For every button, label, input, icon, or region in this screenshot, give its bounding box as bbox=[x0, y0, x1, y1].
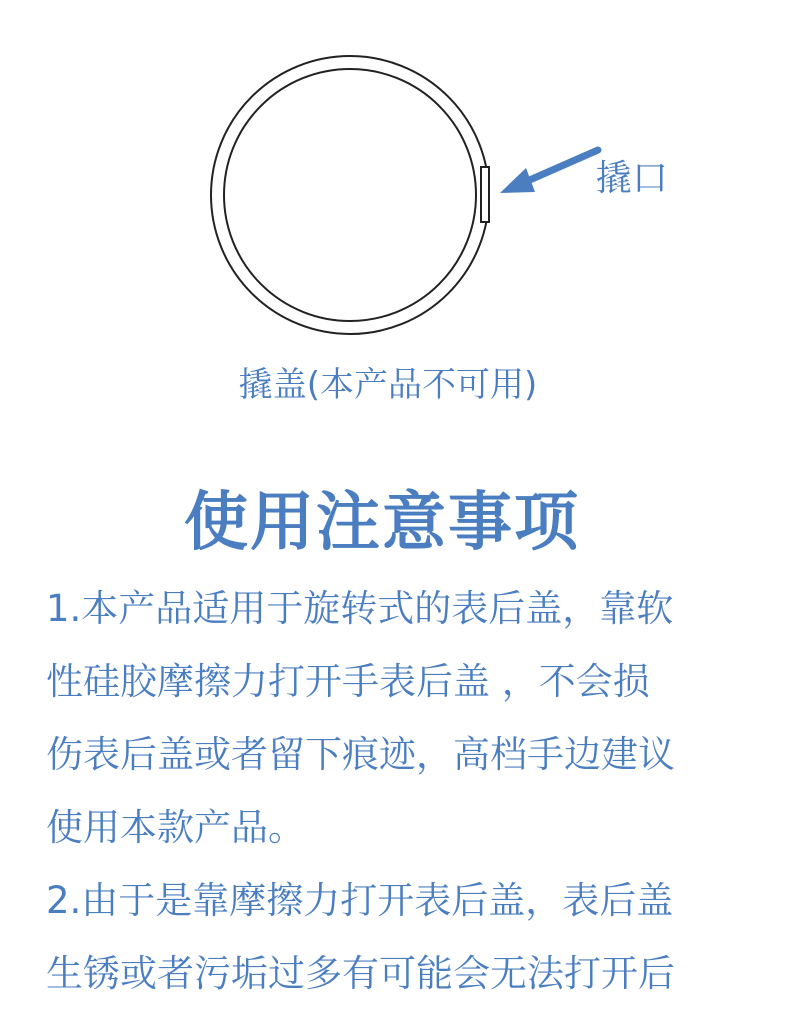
notice-line: 使用本款产品。 bbox=[46, 806, 305, 849]
notice-line: 2.由于是靠摩擦力打开表后盖，表后盖 bbox=[46, 879, 674, 922]
notice-line: 性硅胶摩擦力打开手表后盖 ，不会损 bbox=[46, 660, 650, 703]
watch-case-outer-ring bbox=[211, 56, 489, 334]
notice-line: 生锈或者污垢过多有可能会无法打开后 bbox=[46, 952, 675, 995]
notice-title: 使用注意事项 bbox=[184, 486, 580, 560]
pry-notch bbox=[481, 167, 489, 222]
pry-cover-diagram bbox=[0, 0, 790, 410]
notice-list bbox=[46, 572, 766, 1010]
diagram-caption: 撬盖(本产品不可用) bbox=[238, 365, 538, 405]
notch-label: 撬口 bbox=[596, 158, 669, 199]
watch-case-inner-ring bbox=[224, 69, 476, 321]
notice-line: 1.本产品适用于旋转式的表后盖，靠软 bbox=[46, 587, 674, 630]
notch-pointer-arrow bbox=[500, 150, 598, 193]
watch-case-back-illustration bbox=[211, 56, 489, 334]
notice-line: 伤表后盖或者留下痕迹，高档手边建议 bbox=[46, 733, 675, 776]
